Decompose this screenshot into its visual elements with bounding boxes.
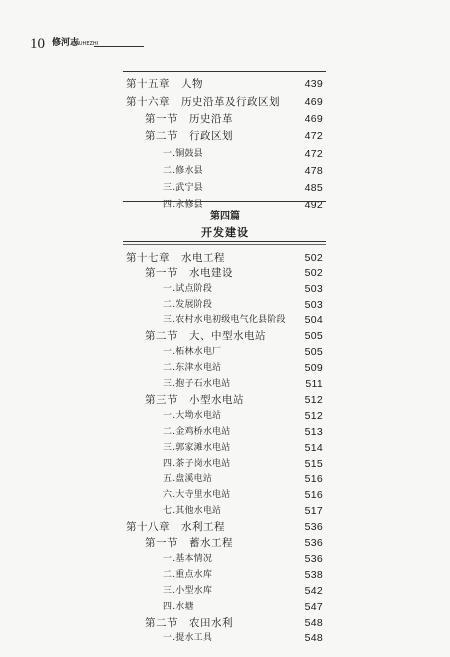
entry-label: 二.发展阶段 [163, 300, 213, 310]
toc-entry-item[interactable] [0, 424, 450, 440]
entry-label: 一.铜鼓县 [163, 149, 203, 159]
toc-entry-item[interactable] [0, 630, 450, 646]
toc-entry-section[interactable] [0, 615, 450, 631]
toc-entry-item[interactable] [0, 583, 450, 599]
part-name: 开发建设 [201, 226, 249, 239]
part-rule-top [123, 201, 326, 202]
toc-entry-item[interactable] [0, 440, 450, 456]
entry-label: 五.盘溪电站 [163, 474, 213, 484]
entry-page: 505 [304, 330, 323, 342]
toc-entry-chapter[interactable] [0, 519, 450, 535]
entry-page: 547 [304, 601, 323, 613]
toc-entry-chapter[interactable] [0, 250, 450, 266]
entry-page: 469 [304, 113, 323, 125]
toc-entry-item[interactable] [0, 281, 450, 297]
entry-page: 516 [304, 473, 323, 485]
part-number: 第四篇 [210, 211, 240, 222]
top-rule [123, 71, 326, 72]
entry-label: 第十七章 水电工程 [126, 252, 225, 264]
entry-page: 512 [304, 410, 323, 422]
entry-label: 第一节 水电建设 [145, 267, 233, 279]
page-number: 10 [30, 36, 45, 52]
entry-page: 503 [304, 283, 323, 295]
toc-entry-section[interactable] [0, 328, 450, 344]
entry-label: 四.茶子岗水电站 [163, 459, 231, 469]
entry-label: 二.修水县 [163, 166, 203, 176]
entry-label: 第一节 历史沿革 [145, 113, 233, 125]
toc-entry-item[interactable] [0, 180, 450, 196]
entry-page: 512 [304, 394, 323, 406]
entry-label: 一.试点阶段 [163, 284, 213, 294]
toc-entry-chapter[interactable] [0, 94, 450, 110]
toc-entry-item[interactable] [0, 551, 450, 567]
entry-label: 一.提水工具 [163, 633, 213, 643]
entry-label: 一.大坳水电站 [163, 411, 222, 421]
entry-page: 515 [304, 458, 323, 470]
entry-page: 548 [304, 617, 323, 629]
entry-label: 第一节 蓄水工程 [145, 537, 233, 549]
running-header [30, 36, 410, 52]
entry-label: 七.其他水电站 [163, 506, 222, 516]
part-rule-bottom-thin [123, 244, 326, 245]
entry-page: 516 [304, 489, 323, 501]
entry-label: 二.重点水库 [163, 570, 213, 580]
toc-entry-item[interactable] [0, 471, 450, 487]
toc-entry-item[interactable] [0, 599, 450, 615]
toc-entry-item[interactable] [0, 408, 450, 424]
entry-page: 502 [304, 267, 323, 279]
entry-label: 三.小型水库 [163, 586, 213, 596]
part-rule-bottom [123, 241, 326, 242]
entry-page: 504 [304, 314, 323, 326]
entry-page: 469 [304, 96, 323, 108]
toc-entry-item[interactable] [0, 360, 450, 376]
entry-label: 第三节 小型水电站 [145, 394, 244, 406]
entry-page: 517 [304, 505, 323, 517]
toc-entry-section[interactable] [0, 111, 450, 127]
entry-page: 514 [304, 442, 323, 454]
entry-label: 四.水塘 [163, 602, 194, 612]
entry-page: 502 [304, 252, 323, 264]
entry-page: 492 [304, 199, 323, 211]
entry-label: 一.基本情况 [163, 554, 213, 564]
toc-entry-item[interactable] [0, 163, 450, 179]
entry-label: 第十八章 水利工程 [126, 521, 225, 533]
entry-page: 542 [304, 585, 323, 597]
entry-page: 439 [304, 78, 323, 90]
entry-label: 第二节 农田水利 [145, 617, 233, 629]
entry-label: 三.武宁县 [163, 183, 203, 193]
toc-entry-item[interactable] [0, 312, 450, 328]
entry-page: 536 [304, 537, 323, 549]
entry-label: 第二节 行政区划 [145, 130, 233, 142]
entry-label: 第二节 大、中型水电站 [145, 330, 266, 342]
entry-page: 548 [304, 632, 323, 644]
entry-label: 二.金鸡桥水电站 [163, 427, 231, 437]
entry-page: 511 [305, 378, 323, 390]
toc-entry-item[interactable] [0, 297, 450, 313]
entry-label: 三.农村水电初级电气化县阶段 [163, 315, 286, 325]
toc-entry-section[interactable] [0, 265, 450, 281]
entry-label: 第十五章 人物 [126, 78, 203, 90]
entry-label: 二.东津水电站 [163, 363, 222, 373]
toc-entry-item[interactable] [0, 146, 450, 162]
entry-label: 三.抱子石水电站 [163, 379, 231, 389]
entry-page: 509 [304, 362, 323, 374]
toc-entry-item[interactable] [0, 567, 450, 583]
book-title: 修河志 [52, 38, 80, 48]
header-rule [94, 46, 144, 47]
entry-page: 485 [304, 182, 323, 194]
toc-entry-chapter[interactable] [0, 76, 450, 92]
entry-label: 三.郭家滩水电站 [163, 443, 231, 453]
entry-page: 536 [304, 521, 323, 533]
entry-label: 四.永修县 [163, 200, 203, 210]
entry-page: 472 [304, 130, 323, 142]
toc-entry-item[interactable] [0, 344, 450, 360]
entry-page: 536 [304, 553, 323, 565]
entry-page: 505 [304, 346, 323, 358]
entry-page: 503 [304, 299, 323, 311]
entry-page: 513 [304, 426, 323, 438]
toc-entry-section[interactable] [0, 535, 450, 551]
toc-entry-section[interactable] [0, 392, 450, 408]
toc-entry-item[interactable] [0, 456, 450, 472]
entry-page: 472 [304, 148, 323, 160]
entry-label: 第十六章 历史沿革及行政区划 [126, 96, 280, 108]
toc-entry-section[interactable] [0, 128, 450, 144]
entry-label: 一.柘林水电厂 [163, 347, 222, 357]
entry-page: 538 [304, 569, 323, 581]
toc-entry-item[interactable] [0, 503, 450, 519]
toc-entry-item[interactable] [0, 487, 450, 503]
book-subtitle: XIUHEZHI [74, 41, 99, 47]
toc-entry-item[interactable] [0, 376, 450, 392]
entry-label: 六.大寺里水电站 [163, 490, 231, 500]
entry-page: 478 [304, 165, 323, 177]
